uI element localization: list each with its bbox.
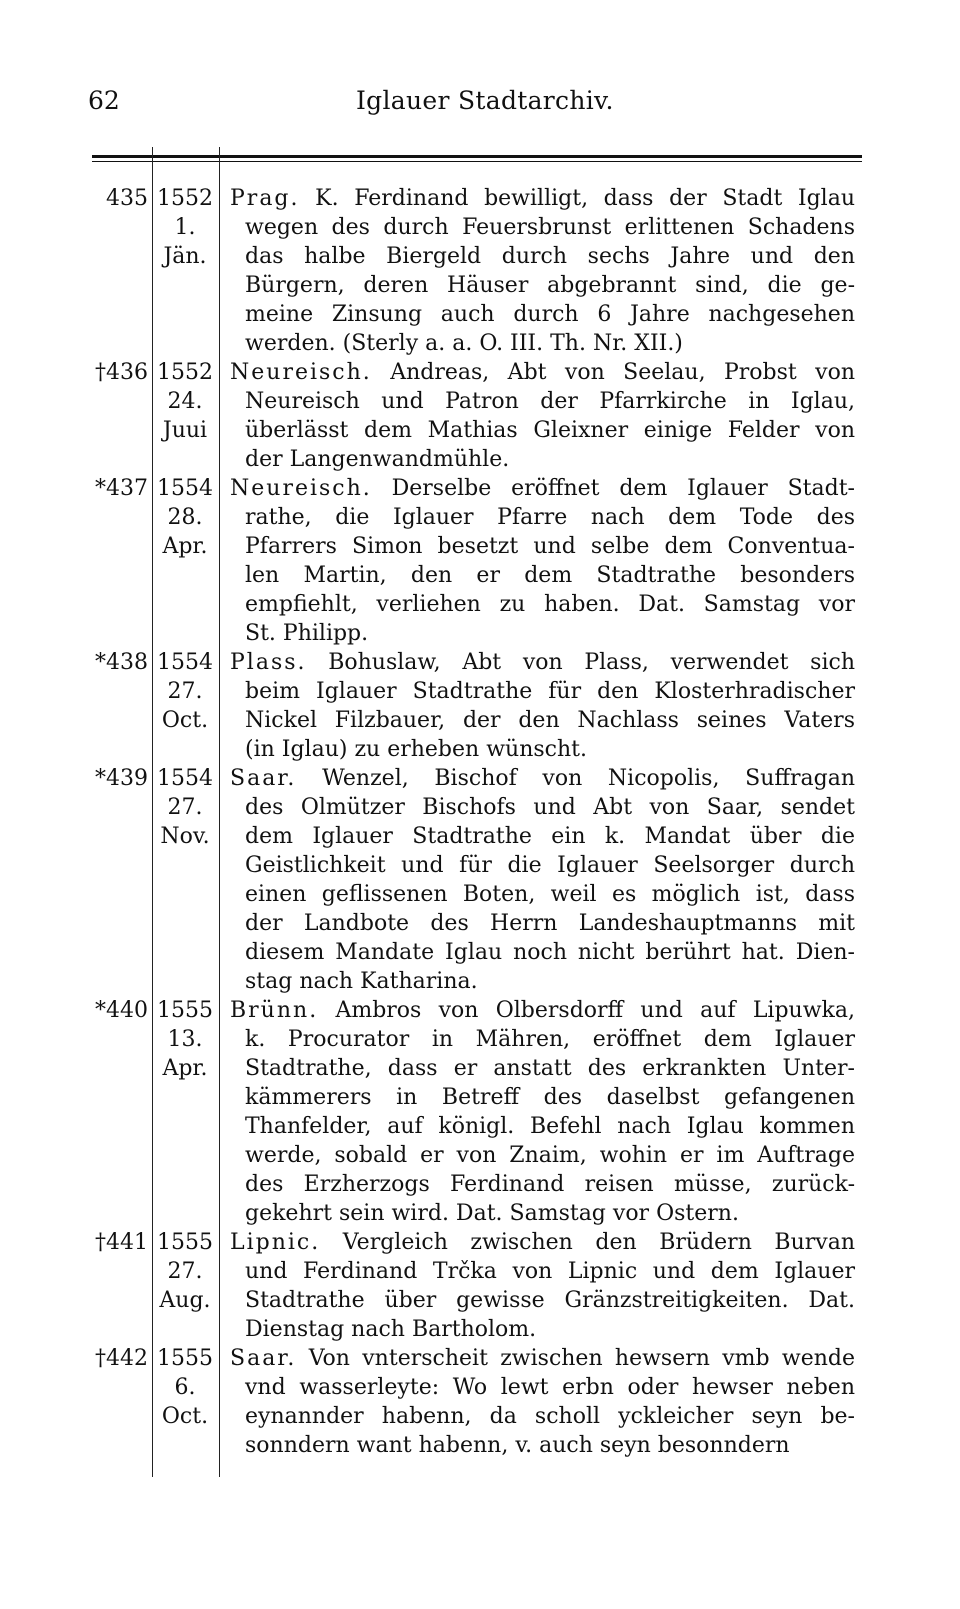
entry-date-part: 28.	[167, 505, 203, 530]
running-title: Iglauer Stadtarchiv.	[356, 86, 614, 115]
page-number: 62	[88, 86, 120, 115]
entry-text-line	[230, 1344, 855, 1373]
entry-text-line: Nickel Filzbauer, der den Nachlass seines Vaters	[245, 708, 855, 733]
entry-text-line: diesem Mandate Iglau noch nicht berührt hat. Dien-	[245, 940, 855, 965]
entry-text-line: Pfarrers Simon besetzt und selbe dem Conventua-	[245, 534, 855, 559]
entry-text-line: rathe, die Iglauer Pfarre nach dem Tode des	[245, 505, 855, 530]
entry-number: *437	[95, 476, 148, 501]
entry-text-line: Bürgern, deren Häuser abgebrannt sind, die ge-	[245, 273, 855, 298]
entry-place: Saar.	[230, 1346, 297, 1371]
entry-text-rest: Von vnterscheit zwischen hewsern vmb wende	[296, 1346, 855, 1371]
entry-date-part: 27.	[167, 1259, 203, 1284]
entry-text-line	[230, 358, 855, 387]
entry-date-part: Oct.	[161, 708, 209, 733]
entry-text-line: (in Iglau) zu erheben wünscht.	[245, 737, 587, 762]
entry-date-part: 27.	[167, 679, 203, 704]
entry-text	[230, 1344, 855, 1460]
entry-text-line: werden. (Sterly a. a. O. III. Th. Nr. XII.)	[245, 331, 683, 356]
entry-date-part: 1555	[157, 998, 213, 1023]
entry-text-rest: Wenzel, Bischof von Nicopolis, Suffragan	[296, 766, 855, 791]
page-header	[88, 86, 860, 126]
entry-text-line	[230, 184, 855, 213]
entry-number: †441	[95, 1230, 148, 1255]
register-entries	[0, 184, 960, 1460]
register-entry	[0, 184, 960, 358]
entry-date	[153, 996, 217, 1083]
register-entry	[0, 1228, 960, 1344]
entry-text-line: gekehrt sein wird. Dat. Samstag vor Ostern.	[245, 1201, 739, 1226]
entry-text-line: len Martin, den er dem Stadtrathe besonders	[245, 563, 855, 588]
entry-date-part: 1.	[174, 215, 196, 240]
entry-text-rest: Ambros von Olbersdorff und auf Lipuwka,	[318, 998, 855, 1023]
entry-text-line: sonndern want habenn, v. auch seyn besonndern	[245, 1433, 790, 1458]
entry-text	[230, 474, 855, 648]
entry-text-line: der Langenwandmühle.	[245, 447, 510, 472]
entry-text-line: vnd wasserleyte: Wo lewt erbn oder hewser neben	[245, 1375, 855, 1400]
entry-text-line: stag nach Katharina.	[245, 969, 478, 994]
entry-text-line: des Olmützer Bischofs und Abt von Saar, sendet	[245, 795, 855, 820]
entry-text-line: empfiehlt, verliehen zu haben. Dat. Samstag vor	[245, 592, 855, 617]
entry-text	[230, 648, 855, 764]
entry-date	[153, 358, 217, 445]
entry-text-line: des Erzherzogs Ferdinand reisen müsse, zurück-	[245, 1172, 855, 1197]
entry-text-line: k. Procurator in Mähren, eröffnet dem Iglauer	[245, 1027, 855, 1052]
entry-date-part: Oct.	[161, 1404, 209, 1429]
entry-text-line: überlässt dem Mathias Gleixner einige Felder von	[245, 418, 855, 443]
entry-date	[153, 648, 217, 735]
header-rule-thin	[92, 161, 862, 162]
entry-date-part: 1554	[157, 650, 213, 675]
entry-date-part: Nov.	[160, 824, 210, 849]
entry-date-part: 24.	[167, 389, 203, 414]
entry-text-line: das halbe Biergeld durch sechs Jahre und den	[245, 244, 855, 269]
entry-text	[230, 996, 855, 1228]
header-rule-thick	[92, 155, 862, 158]
entry-date-part: Jän.	[163, 244, 207, 269]
entry-date-part: Apr.	[162, 534, 208, 559]
entry-date-part: 13.	[167, 1027, 203, 1052]
entry-date-part: 1554	[157, 766, 213, 791]
entry-text-line: Dienstag nach Bartholom.	[245, 1317, 537, 1342]
entry-text-line: einen geflissenen Boten, weil es möglich ist, dass	[245, 882, 855, 907]
entry-place: Neureisch.	[230, 360, 372, 385]
entry-date	[153, 764, 217, 851]
entry-text-line: beim Iglauer Stadtrathe für den Klosterhradischer	[245, 679, 855, 704]
entry-date	[153, 1344, 217, 1431]
entry-text-line: und Ferdinand Trčka von Lipnic und dem Iglauer	[245, 1259, 855, 1284]
entry-date-part: Juui	[162, 418, 208, 443]
entry-text	[230, 764, 855, 996]
entry-text	[230, 1228, 855, 1344]
entry-text-line: St. Philipp.	[245, 621, 369, 646]
entry-text-line: meine Zinsung auch durch 6 Jahre nachgesehen	[245, 302, 855, 327]
register-entry	[0, 996, 960, 1228]
entry-text-line	[230, 1228, 855, 1257]
entry-place: Lipnic.	[230, 1230, 321, 1255]
entry-text-line	[230, 648, 855, 677]
register-entry	[0, 474, 960, 648]
entry-text-rest: Andreas, Abt von Seelau, Probst von	[371, 360, 855, 385]
entry-text-line: kämmerers in Betreff des daselbst gefangenen	[245, 1085, 855, 1110]
entry-place: Plass.	[230, 650, 307, 675]
entry-text-line: eynannder habenn, da scholl yckleicher seyn be-	[245, 1404, 855, 1429]
entry-date-part: 27.	[167, 795, 203, 820]
entry-number: 435	[106, 186, 148, 211]
register-entry	[0, 358, 960, 474]
entry-text-line	[230, 764, 855, 793]
entry-date-part: 1554	[157, 476, 213, 501]
entry-date-part: Aug.	[159, 1288, 211, 1313]
entry-date	[153, 184, 217, 271]
entry-date-part: 1555	[157, 1230, 213, 1255]
entry-text-line: werde, sobald er von Znaim, wohin er im Auftrage	[245, 1143, 855, 1168]
entry-text-line: Neureisch und Patron der Pfarrkirche in Iglau,	[245, 389, 855, 414]
entry-text-line: der Landbote des Herrn Landeshauptmanns mit	[245, 911, 855, 936]
entry-text-rest: Derselbe eröffnet dem Iglauer Stadt-	[371, 476, 855, 501]
entry-date-part: 1555	[157, 1346, 213, 1371]
register-entry	[0, 648, 960, 764]
entry-text-rest: Vergleich zwischen den Brüdern Burvan	[320, 1230, 855, 1255]
entry-text-rest: K. Ferdinand bewilligt, dass der Stadt Iglau	[299, 186, 855, 211]
entry-text-line	[230, 474, 855, 503]
register-entry	[0, 764, 960, 996]
entry-place: Saar.	[230, 766, 297, 791]
entry-text	[230, 358, 855, 474]
entry-text-line: Geistlichkeit und für die Iglauer Seelsorger durch	[245, 853, 855, 878]
entry-text	[230, 184, 855, 358]
entry-date-part: Apr.	[162, 1056, 208, 1081]
entry-text-rest: Bohuslaw, Abt von Plass, verwendet sich	[306, 650, 855, 675]
entry-number: †436	[95, 360, 148, 385]
entry-number: *439	[95, 766, 148, 791]
entry-text-line: dem Iglauer Stadtrathe ein k. Mandat über die	[245, 824, 855, 849]
entry-text-line	[230, 996, 855, 1025]
entry-number: †442	[95, 1346, 148, 1371]
entry-date-part: 6.	[174, 1375, 196, 1400]
entry-number: *440	[95, 998, 148, 1023]
entry-date-part: 1552	[157, 186, 213, 211]
entry-text-line: wegen des durch Feuersbrunst erlittenen Schadens	[245, 215, 855, 240]
entry-date-part: 1552	[157, 360, 213, 385]
entry-date	[153, 474, 217, 561]
entry-place: Brünn.	[230, 998, 319, 1023]
entry-place: Prag.	[230, 186, 300, 211]
entry-text-line: Stadtrathe, dass er anstatt des erkrankten Unter-	[245, 1056, 855, 1081]
entry-date	[153, 1228, 217, 1315]
entry-place: Neureisch.	[230, 476, 372, 501]
entry-text-line: Stadtrathe über gewisse Gränzstreitigkeiten. Dat.	[245, 1288, 855, 1313]
entry-number: *438	[95, 650, 148, 675]
register-entry	[0, 1344, 960, 1460]
entry-text-line: Thanfelder, auf königl. Befehl nach Iglau kommen	[245, 1114, 855, 1139]
